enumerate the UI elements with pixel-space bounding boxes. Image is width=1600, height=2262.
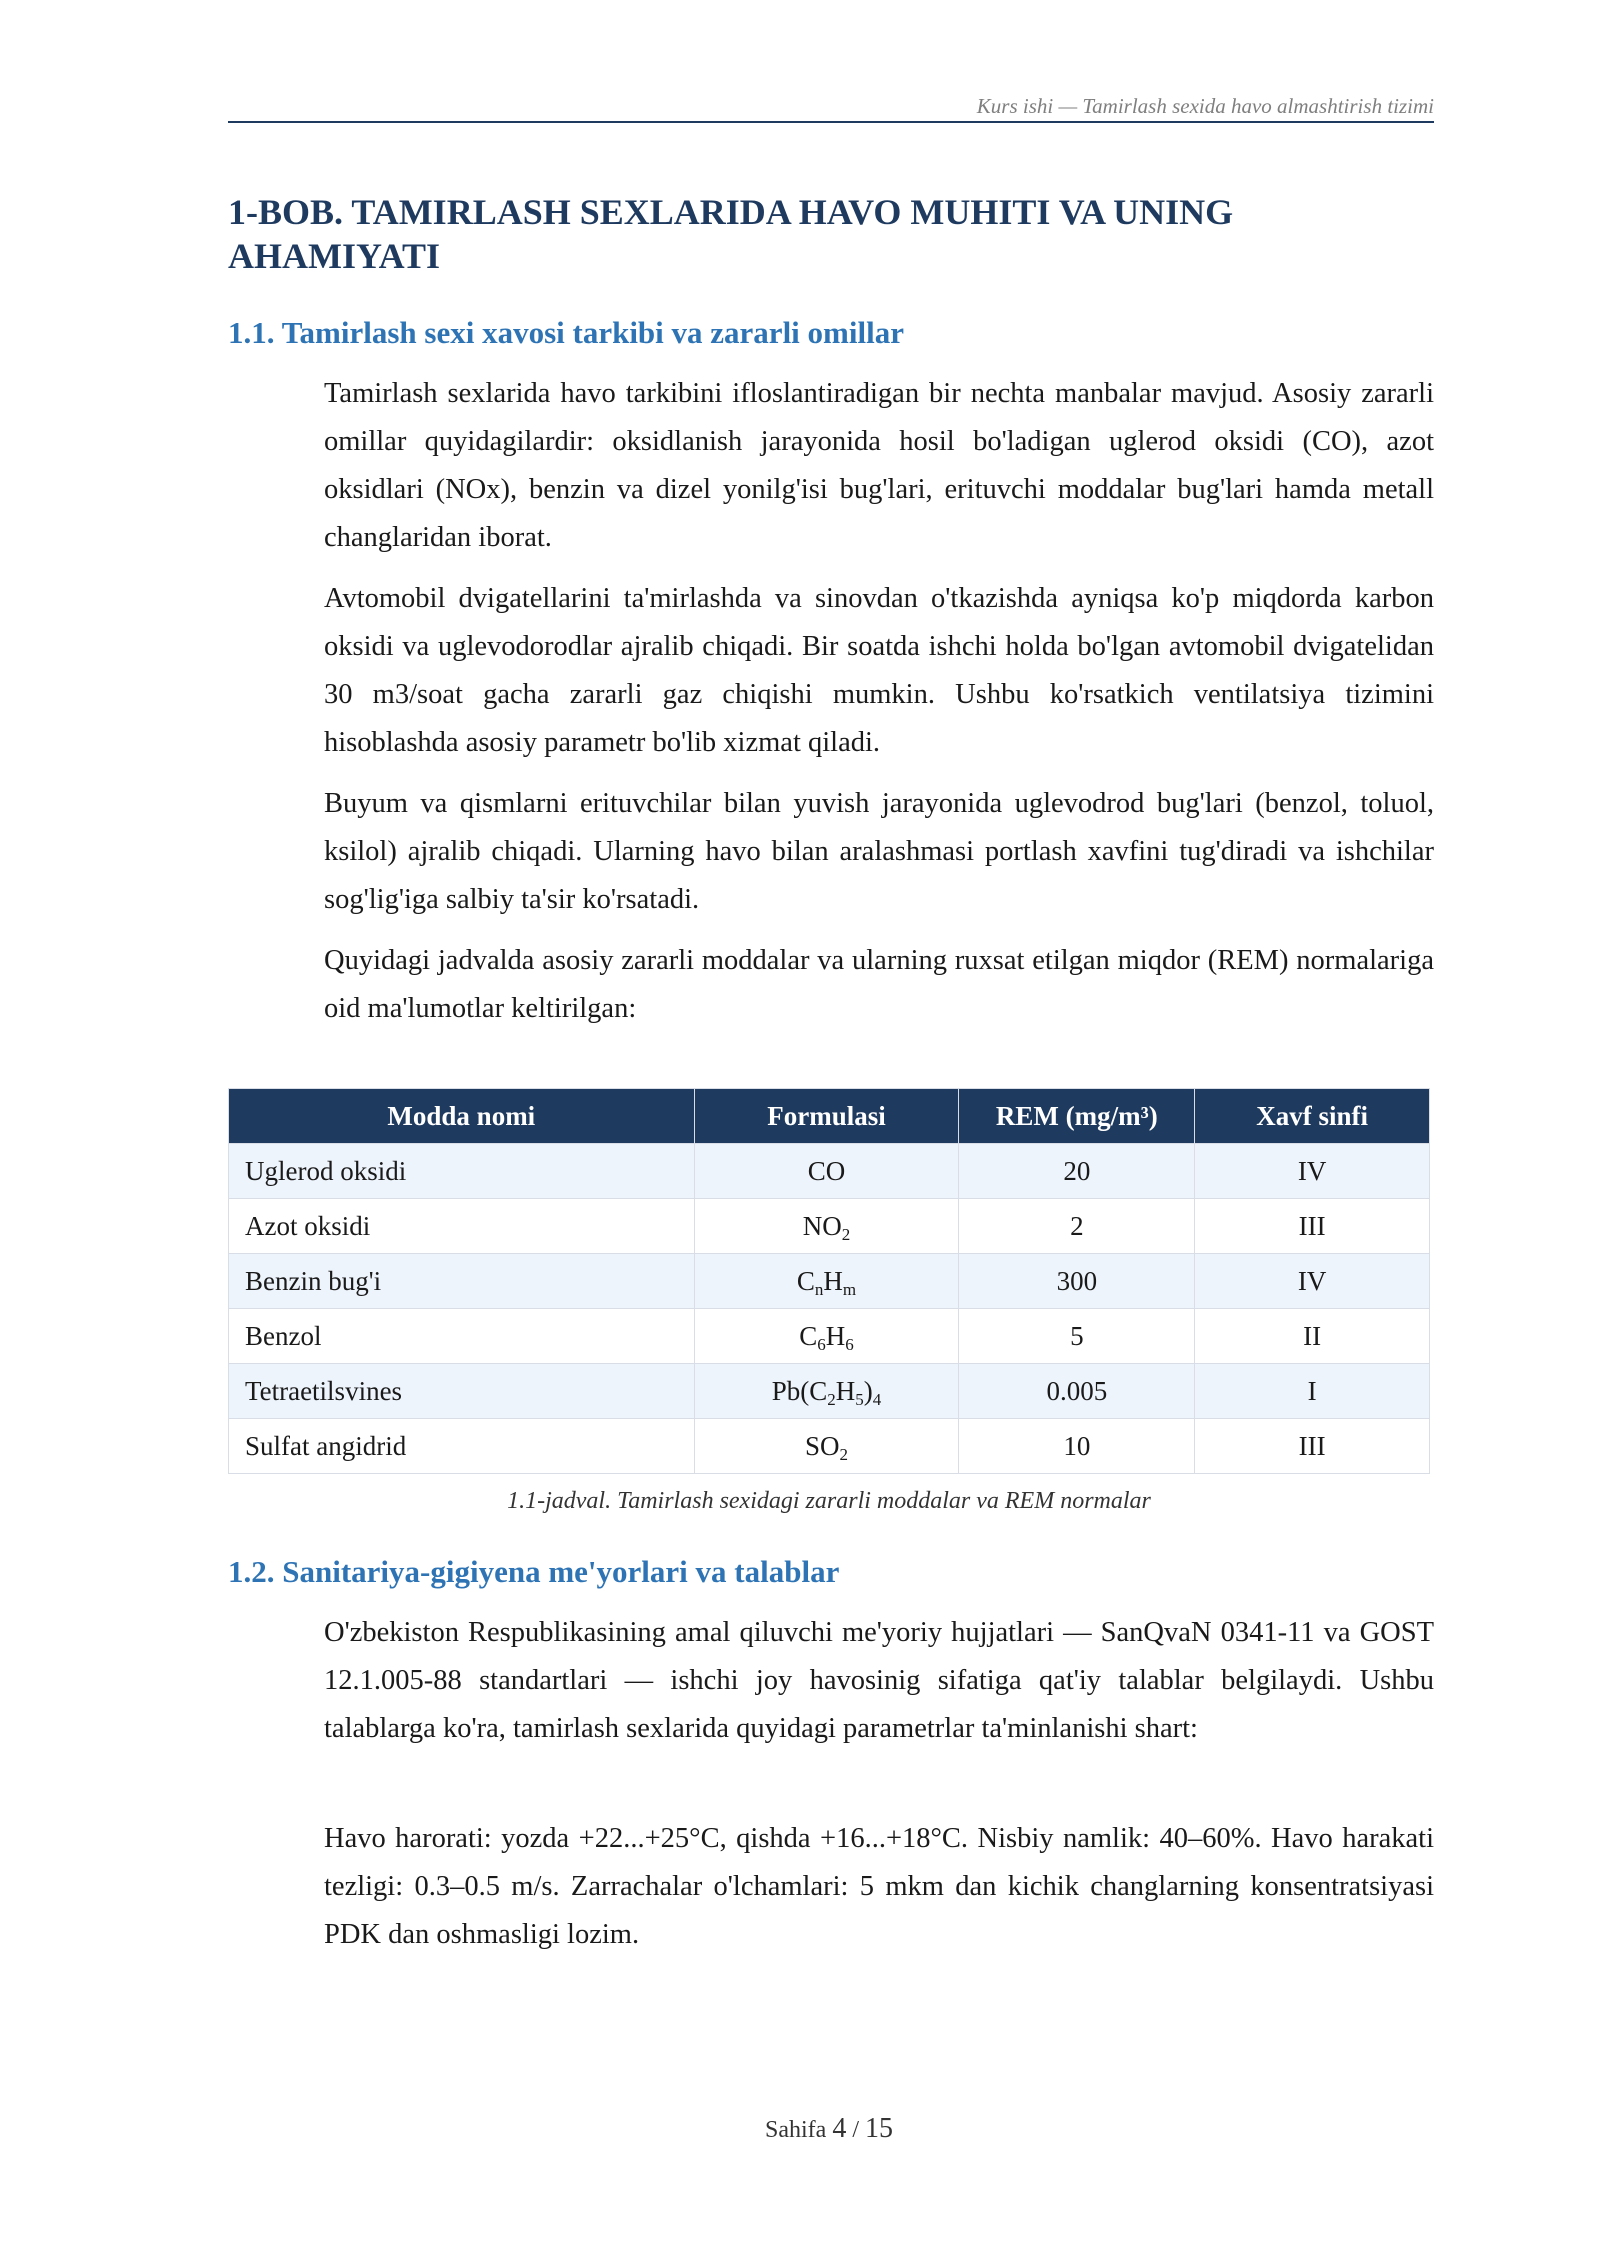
formula-subscript: 2: [827, 1389, 836, 1409]
paragraph: Avtomobil dvigatellarini ta'mirlashda va sinovdan o'tkazishda ayniqsa ko'p miqdorda karbon oksidi va uglevodorodlar ajralib chiqadi. Bir soatda ishchi holda bo'lgan avtomobil dvigatelidan 30 m3/soat gacha zararli gaz chiqishi mumkin. Ushbu ko'rsatkich ventilatsiya tizimini hisoblashda asosiy parametr bo'lib xizmat qiladi.: [324, 583, 1434, 758]
table-row: [229, 1199, 1430, 1254]
page-number: 4: [832, 2113, 847, 2144]
paragraph: O'zbekiston Respublikasining amal qiluvchi me'yoriy hujjatlari — SanQvaN 0341-11 va GOST 12.1.005-88 standartlari — ishchi joy havosinig sifatiga qat'iy talablar belgilaydi. Ushbu talablarga ko'ra, tamirlash sexlarida quyidagi parametrlar ta'minlanishi shart:: [324, 1617, 1434, 1744]
hazard-class-cell: III: [1195, 1199, 1430, 1254]
section-title-1-2: 1.2. Sanitariya-gigiyena me'yorlari va talablar: [228, 1554, 840, 1589]
formula-cell: [694, 1199, 959, 1254]
formula-cell: [694, 1144, 959, 1199]
rem-value-cell: 2: [959, 1199, 1195, 1254]
rem-value-cell: 5: [959, 1309, 1195, 1364]
formula-part: SO: [804, 1430, 840, 1461]
table-row: [229, 1419, 1430, 1474]
column-header: Formulasi: [694, 1089, 959, 1144]
formula-subscript: 2: [839, 1444, 848, 1464]
substance-name-cell: Benzin bug'i: [229, 1254, 695, 1309]
substance-name-cell: Uglerod oksidi: [229, 1144, 695, 1199]
paragraph: Quyidagi jadvalda asosiy zararli moddalar va ularning ruxsat etilgan miqdor (REM) normalariga oid ma'lumotlar keltirilgan:: [324, 945, 1434, 1024]
hazardous-substances-table: [228, 1088, 1430, 1474]
section-title-1-1: 1.1. Tamirlash sexi xavosi tarkibi va zararli omillar: [228, 315, 904, 350]
formula-part: H: [823, 1265, 843, 1296]
table-caption: 1.1-jadval. Tamirlash sexidagi zararli moddalar va REM normalar: [507, 1488, 1151, 1514]
table-row: [229, 1364, 1430, 1419]
column-header: Modda nomi: [229, 1089, 695, 1144]
formula-subscript: m: [842, 1279, 857, 1299]
table-body: [229, 1144, 1430, 1474]
substance-name-cell: Azot oksidi: [229, 1199, 695, 1254]
substance-name-cell: Benzol: [229, 1309, 695, 1364]
substance-name-cell: Sulfat angidrid: [229, 1419, 695, 1474]
formula-subscript: 6: [817, 1334, 826, 1354]
hazard-class-cell: IV: [1195, 1254, 1430, 1309]
formula-cell: [694, 1419, 959, 1474]
formula-cell: [694, 1309, 959, 1364]
paragraph: Tamirlash sexlarida havo tarkibini ifloslantiradigan bir nechta manbalar mavjud. Asosiy zararli omillar quyidagilardir: oksidlanish jarayonida hosil bo'ladigan uglerod oksidi (CO), azot oksidlari (NOx), benzin va dizel yonilg'isi bug'lari, erituvchi moddalar bug'lari hamda metall changlaridan iborat.: [324, 378, 1434, 553]
table-row: [229, 1309, 1430, 1364]
hazard-class-cell: I: [1195, 1364, 1430, 1419]
running-header: Kurs ishi — Tamirlash sexida havo almashtirish tizimi: [976, 94, 1434, 118]
hazard-class-cell: III: [1195, 1419, 1430, 1474]
rem-value-cell: 20: [959, 1144, 1195, 1199]
footer-label: Sahifa: [765, 2117, 827, 2143]
formula-part: C: [799, 1320, 818, 1351]
table-row: [229, 1144, 1430, 1199]
formula-part: H: [835, 1375, 856, 1406]
formula-cell: [694, 1254, 959, 1309]
rem-value-cell: 10: [959, 1419, 1195, 1474]
substance-name-cell: Tetraetilsvines: [229, 1364, 695, 1419]
hazard-class-cell: IV: [1195, 1144, 1430, 1199]
formula-part: CO: [807, 1155, 846, 1186]
table-header-row: [229, 1089, 1430, 1144]
formula-subscript: n: [814, 1279, 824, 1299]
formula-part: NO: [802, 1210, 842, 1241]
formula-subscript: 6: [845, 1334, 854, 1354]
formula-subscript: 4: [872, 1389, 882, 1409]
chapter-title: 1-BOB. TAMIRLASH SEXLARIDA HAVO MUHITI VA UNING AHAMIYATI: [228, 192, 1234, 276]
column-header: Xavf sinfi: [1195, 1089, 1430, 1144]
formula-part: ): [863, 1375, 873, 1406]
page-total: 15: [864, 2113, 893, 2144]
column-header: REM (mg/m³): [959, 1089, 1195, 1144]
formula-cell: [694, 1364, 959, 1419]
formula-subscript: 5: [855, 1389, 864, 1409]
rem-value-cell: 0.005: [959, 1364, 1195, 1419]
table-row: [229, 1254, 1430, 1309]
formula-subscript: 2: [841, 1224, 851, 1244]
formula-part: C: [796, 1265, 815, 1296]
page-separator: /: [852, 2117, 859, 2143]
formula-part: Pb(C: [771, 1375, 828, 1406]
formula-part: H: [825, 1320, 846, 1351]
hazard-class-cell: II: [1195, 1309, 1430, 1364]
page-footer: [228, 2113, 1430, 2145]
rem-value-cell: 300: [959, 1254, 1195, 1309]
paragraph: Buyum va qismlarni erituvchilar bilan yuvish jarayonida uglevodrod bug'lari (benzol, toluol, ksilol) ajralib chiqadi. Ularning havo bilan aralashmasi portlash xavfini tug'diradi va ishchilar sog'lig'iga salbiy ta'sir ko'rsatadi.: [324, 788, 1434, 915]
header-rule: [228, 121, 1434, 123]
paragraph: Havo harorati: yozda +22...+25°C, qishda +16...+18°C. Nisbiy namlik: 40–60%. Havo harakati tezligi: 0.3–0.5 m/s. Zarrachalar o'lchamlari: 5 mkm dan kichik changlarning konsentratsiyasi PDK dan oshmasligi lozim.: [324, 1823, 1434, 1950]
